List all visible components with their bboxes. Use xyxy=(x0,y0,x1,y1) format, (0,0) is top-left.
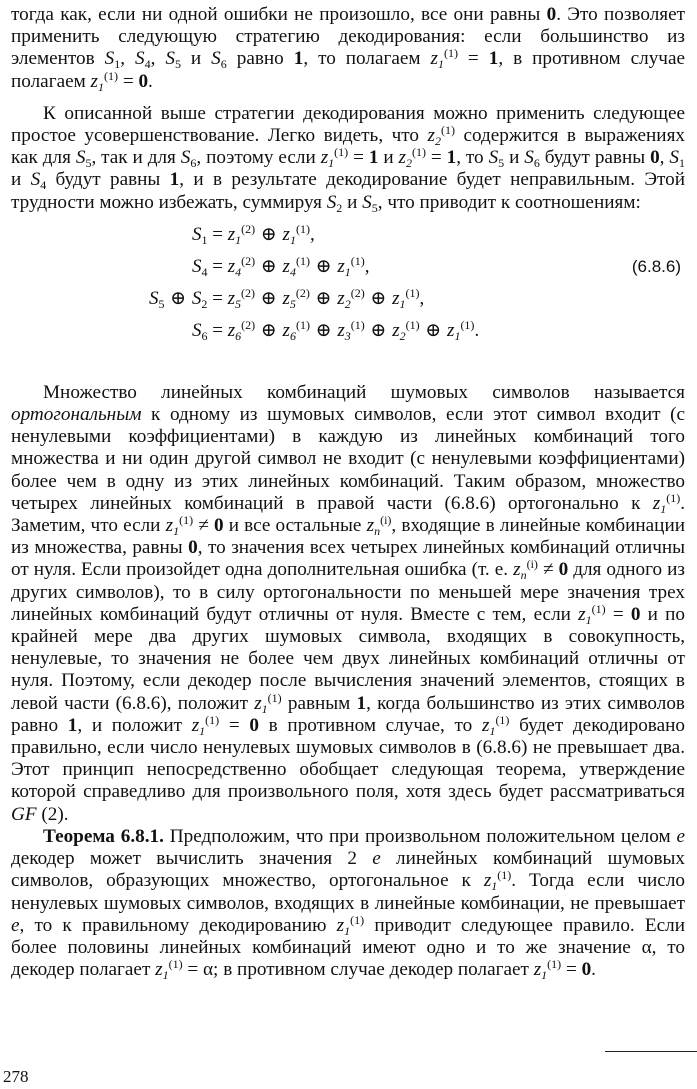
theorem-paragraph xyxy=(11,826,685,981)
footer-rule xyxy=(605,1051,697,1052)
equation-number: (6.8.6) xyxy=(631,256,681,276)
page-number: 278 xyxy=(3,1067,29,1086)
equation-line-3: $S_5$ ⊕ $S_2 = z_5^{(2)}$ ⊕ $z_5^{(2)}$ ⊕ $z_2^{(2)}$ ⊕ $z_1^{(1)}$, xyxy=(149,285,425,311)
paragraph-2: К описанной выше стратегии декодирования можно применить следующее простое усовершенствование. Легко видеть, что $z_2^{(1)}$ содержится в выражениях как для $S_5$, так и для $S_6$, поэтому если $z_1^{(1)} = 1$ и $z_2^{(1)} = 1$, то $S_5$ и $S_6$ будут равны 0, $S_1$ и $S_4$ будут равны 1, и в результате декодирование будет неправильным. Этой трудности можно избежать, суммируя $S_2$ и $S_5$, что приводит к соотношениям: xyxy=(11,102,685,215)
paragraph-1: тогда как, если ни одной ошибки не произошло, все они равны 0. Это позволяет применить следующую стратегию декодирования: если большинство из элементов $S_1$, $S_4$, $S_5$ и $S_6$ равно 1, то полагаем $z_1^{(1)} = 1$, в противном случае полагаем $z_1^{(1)} = 0$. xyxy=(11,4,685,94)
equation-block xyxy=(11,220,685,358)
theorem-text: Предположим, что при произвольном положительном целом e декодер может вычислить значения 2 e линейных комбинаций шумовых символов, образующих множество, ортогональное к $z_1^{(1)}$. Тогда если число ненулевых шумовых символов, входящих в линейные комбинации, не превышает e, то к правильному декодированию $z_1^{(1)}$ приводит следующее правило. Если более половины линейных комбинаций имеют одно и то же значение α, то декодер полагает $z_1^{(1)} = \alpha$; в противном случае декодер полагает $z_1^{(1)} = 0$. xyxy=(11,825,685,983)
paragraph-3: Множество линейных комбинаций шумовых символов называется ортогональным к одному из шумовых символов, если этот символ входит (с ненулевыми коэффициентами) в каждую из линейных комбинаций того множества и ни один другой символ не входит (с ненулевыми коэффициентами) более чем в одну из этих линейных комбинаций. Таким образом, множество четырех линейных комбинаций в правой части (6.8.6) ортогонально к $z_1^{(1)}$. Заметим, что если $z_1^{(1)} \ne 0$ и все остальные $z_n^{(i)}$, входящие в линейные комбинации из множества, равны 0, то значения всех четырех линейных комбинаций отличны от нуля. Если произойдет одна дополнительная ошибка (т. е. $z_n^{(i)} \ne 0$ для одного из других символов), то в силу ортогональности по меньшей мере значения трех линейных комбинаций будут отличны от нуля. Вместе с тем, если $z_1^{(1)} = 0$ и по крайней мере два других шумовых символа, входящих в совокупность, ненулевые, то значения не более чем двух линейных комбинаций отличны от нуля. Поэтому, если декодер после вычисления значений элементов, стоящих в левой части (6.8.6), положит $z_1^{(1)}$ равным 1, когда большинство из этих символов равно 1, и положит $z_1^{(1)} = 0$ в противном случае, то $z_1^{(1)}$ будет декодировано правильно, если число ненулевых шумовых символов в (6.8.6) не превышает два. Этот принцип непосредственно обобщает следующая теорема, утверждение которой справедливо для произвольного поля, хотя здесь будет рассматриваться GF (2). xyxy=(11,381,685,825)
page xyxy=(11,4,685,981)
equation-line-2: $S_4 = z_4^{(2)}$ ⊕ $z_4^{(1)}$ ⊕ $z_1^{(1)}$, xyxy=(192,253,370,279)
theorem-label: Теорема 6.8.1. xyxy=(43,825,164,847)
equation-line-4: $S_6 = z_6^{(2)}$ ⊕ $z_6^{(1)}$ ⊕ $z_3^{(1)}$ ⊕ $z_2^{(1)}$ ⊕ $z_1^{(1)}$. xyxy=(192,317,480,343)
equation-line-1: $S_1 = z_1^{(2)}$ ⊕ $z_1^{(1)}$, xyxy=(192,221,315,247)
